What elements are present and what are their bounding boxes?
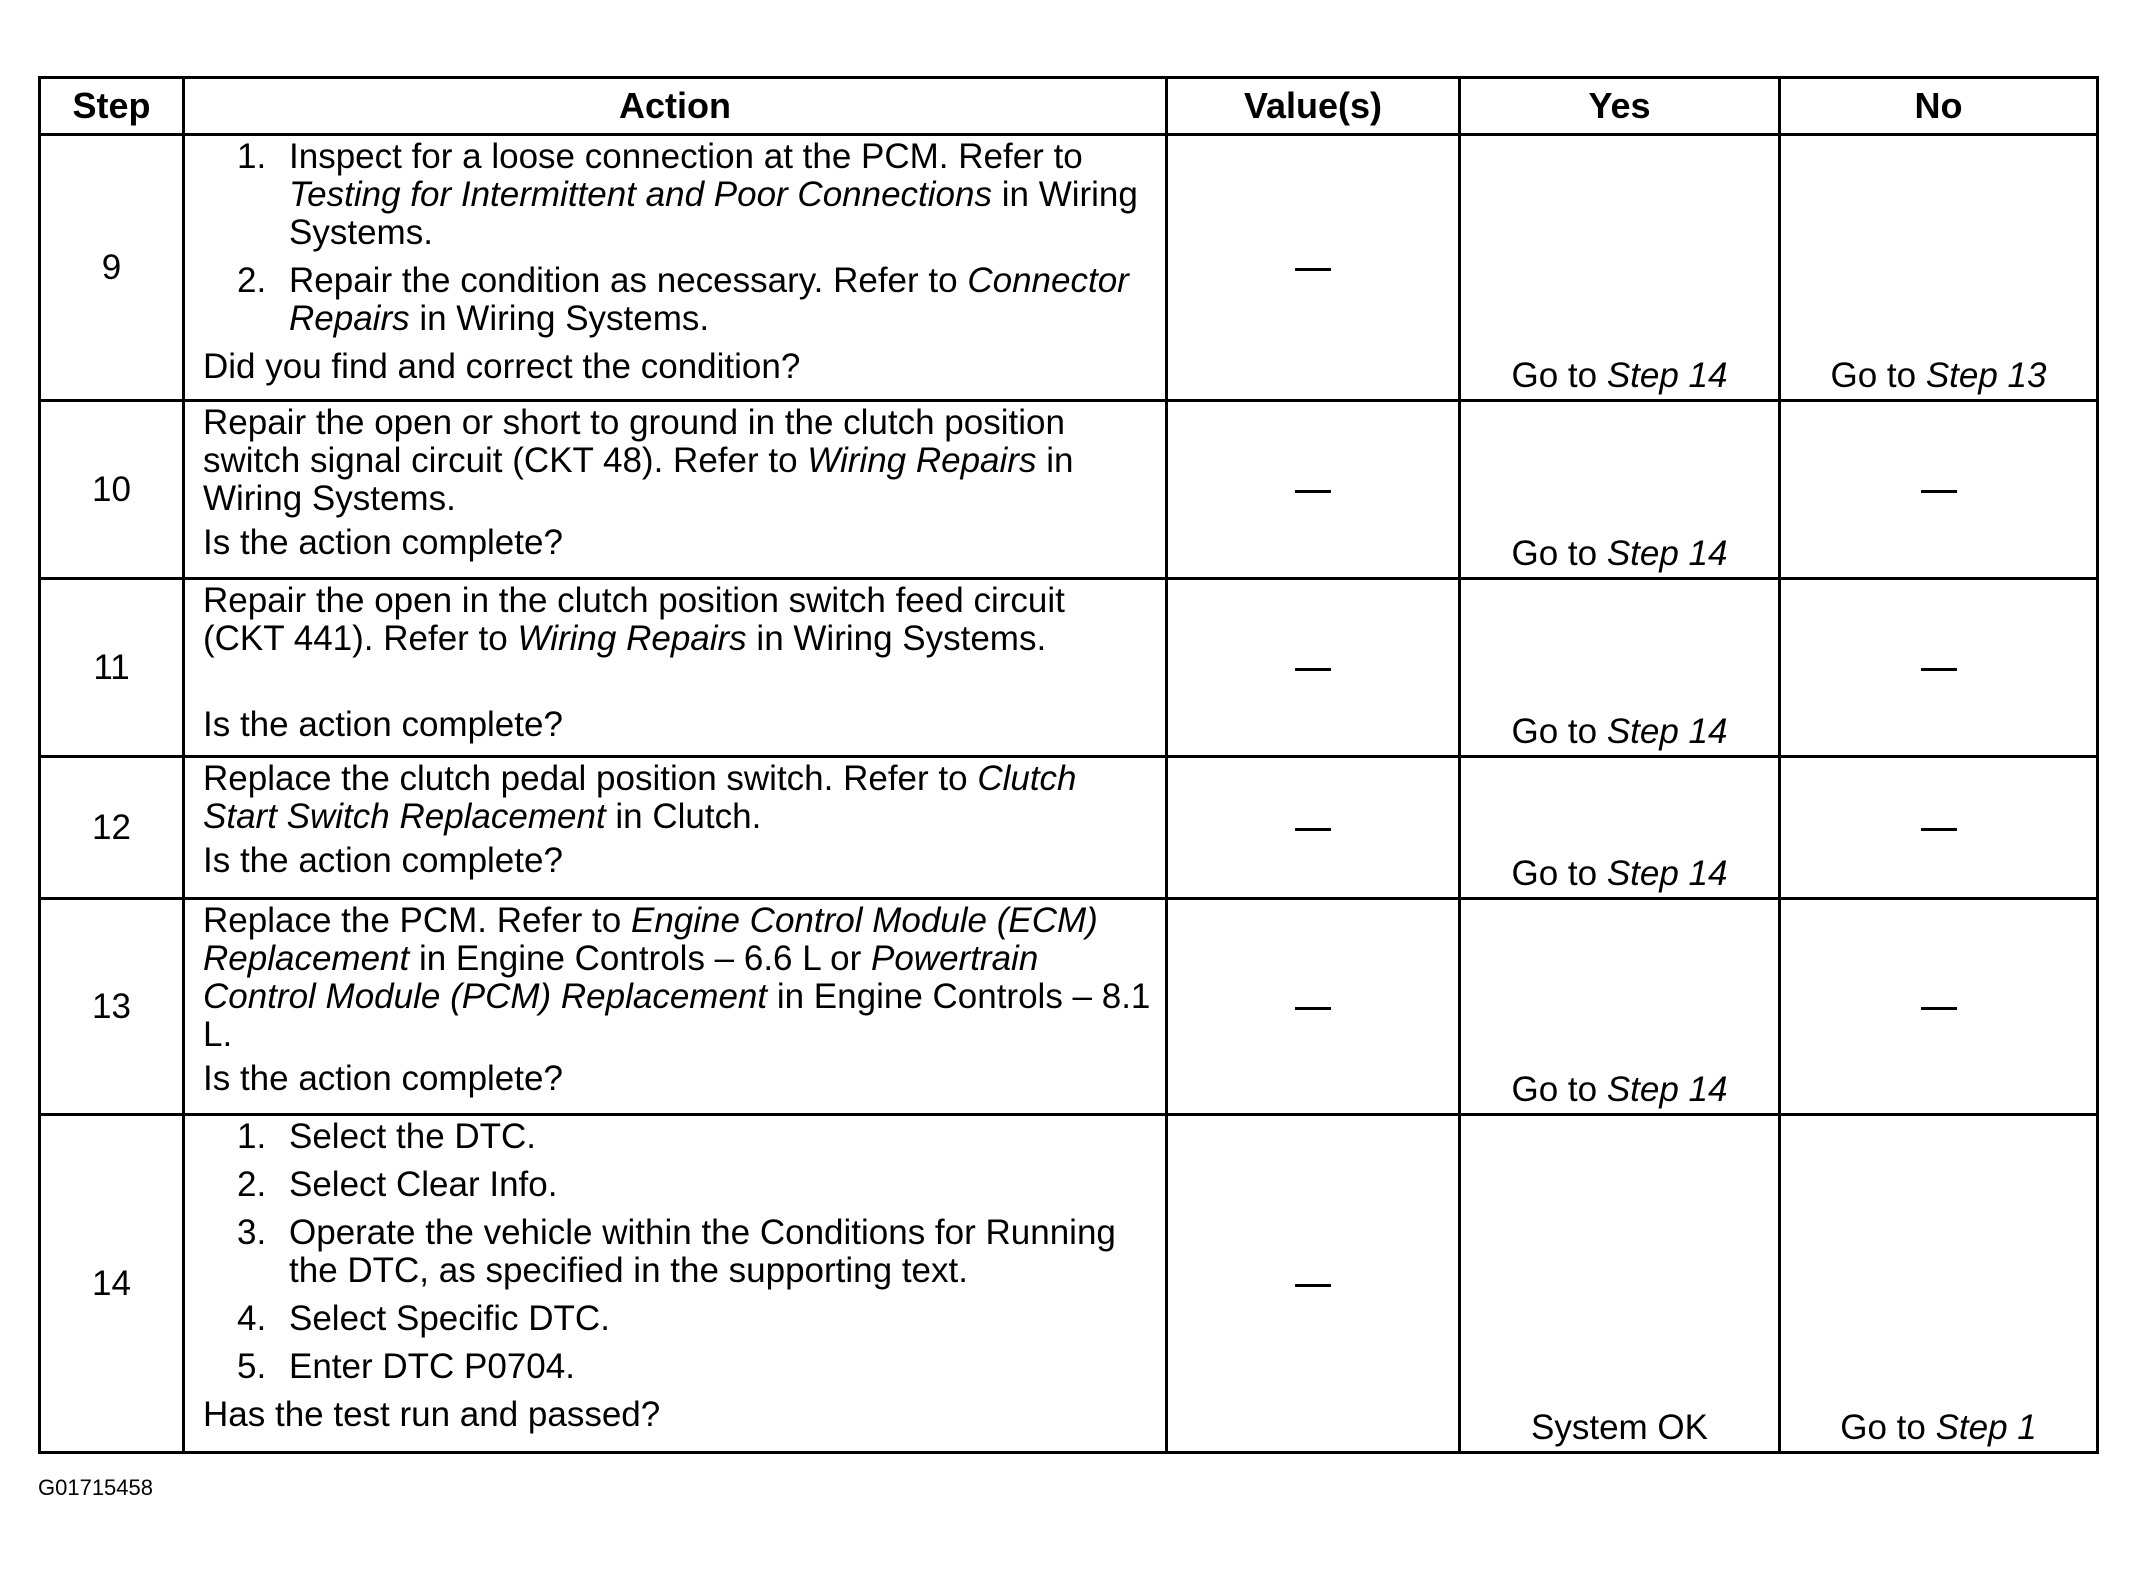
no-step-ref: Step 13: [1925, 356, 2047, 395]
action-text: in Wiring Systems.: [203, 441, 1074, 518]
action-text: Repair the open or short to ground in the clutch position switch signal circuit (CKT 48). Refer to: [203, 403, 1065, 480]
reference-title: Clutch Start Switch Replacement: [203, 759, 1077, 836]
value-cell: [1167, 757, 1460, 899]
no-goto-text: Go to: [1830, 356, 1926, 395]
yes-cell: [1460, 401, 1780, 579]
action-paragraph: [203, 902, 1151, 1054]
dash-mark: [1921, 1007, 1957, 1010]
action-paragraph: [203, 404, 1151, 518]
yes-result-text: System OK: [1531, 1408, 1708, 1447]
action-cell: [184, 1115, 1167, 1453]
yes-goto-text: Go to: [1511, 712, 1607, 751]
action-paragraph: [203, 582, 1151, 658]
yes-cell: [1460, 579, 1780, 757]
step-number: 14: [40, 1115, 184, 1453]
reference-title: Wiring Repairs: [807, 441, 1037, 480]
action-text: Inspect for a loose connection at the PCM. Refer to: [289, 137, 1083, 176]
table-row-step-14: [40, 1115, 2098, 1453]
action-step: [203, 1300, 1151, 1338]
action-steps-list: [203, 138, 1151, 338]
yes-goto-text: Go to: [1511, 854, 1607, 893]
no-cell: [1780, 757, 2098, 899]
action-text: Repair the condition as necessary. Refer to: [289, 261, 968, 300]
yes-cell: [1460, 135, 1780, 401]
spacer: [203, 658, 1151, 706]
action-cell: [184, 579, 1167, 757]
action-step-number: 2.: [237, 261, 267, 300]
action-text: in Engine Controls – 8.1 L.: [203, 977, 1151, 1054]
action-steps-list: [203, 1118, 1151, 1386]
action-step: [203, 262, 1151, 338]
action-cell: [184, 757, 1167, 899]
table-row-step-13: [40, 899, 2098, 1115]
dash-mark: [1295, 828, 1331, 831]
action-text: Select Specific DTC.: [289, 1299, 610, 1338]
yes-step-ref: Step 14: [1606, 854, 1728, 893]
action-text: in Engine Controls – 6.6 L or: [409, 939, 871, 978]
dash-mark: [1295, 490, 1331, 493]
reference-title: Engine Control Module (ECM) Replacement: [203, 901, 1098, 978]
action-paragraph: [203, 760, 1151, 836]
table-row-step-12: [40, 757, 2098, 899]
dash-mark: [1295, 1284, 1331, 1287]
no-cell: [1780, 899, 2098, 1115]
yes-step-ref: Step 14: [1606, 534, 1728, 573]
action-text: in Wiring Systems.: [746, 619, 1047, 658]
action-text: in Clutch.: [605, 797, 762, 836]
yes-goto-text: Go to: [1511, 534, 1607, 573]
table-row-step-11: [40, 579, 2098, 757]
action-text: Replace the PCM. Refer to: [203, 901, 631, 940]
action-question: Has the test run and passed?: [203, 1395, 661, 1434]
table-row-step-9: [40, 135, 2098, 401]
yes-cell: [1460, 899, 1780, 1115]
reference-title: Connector Repairs: [289, 261, 1129, 338]
no-cell: [1780, 579, 2098, 757]
figure-id: G01715458: [38, 1475, 153, 1500]
table-row-step-10: [40, 401, 2098, 579]
dash-mark: [1295, 268, 1331, 271]
reference-title: Powertrain Control Module (PCM) Replacement: [203, 939, 1039, 1016]
action-step-number: 3.: [237, 1213, 267, 1252]
step-number: 10: [40, 401, 184, 579]
action-text: in Wiring Systems.: [289, 175, 1138, 252]
reference-title: Testing for Intermittent and Poor Connections: [289, 175, 992, 214]
yes-cell: [1460, 1115, 1780, 1453]
action-question: Is the action complete?: [203, 523, 563, 562]
step-number: 9: [40, 135, 184, 401]
value-cell: [1167, 401, 1460, 579]
dash-mark: [1921, 668, 1957, 671]
dash-mark: [1921, 828, 1957, 831]
action-step: [203, 1348, 1151, 1386]
header-step: Step: [40, 78, 184, 135]
yes-step-ref: Step 14: [1606, 712, 1728, 751]
dash-mark: [1921, 490, 1957, 493]
action-text: Repair the open in the clutch position switch feed circuit (CKT 441). Refer to: [203, 581, 1065, 658]
no-cell: [1780, 1115, 2098, 1453]
action-cell: [184, 899, 1167, 1115]
yes-goto-text: Go to: [1511, 1070, 1607, 1109]
header-values: Value(s): [1167, 78, 1460, 135]
action-text: Enter DTC P0704.: [289, 1347, 575, 1386]
action-text: Operate the vehicle within the Conditions for Running the DTC, as specified in the supporting text.: [289, 1213, 1116, 1290]
action-step-number: 2.: [237, 1165, 267, 1204]
step-number: 13: [40, 899, 184, 1115]
action-text: Select Clear Info.: [289, 1165, 558, 1204]
step-number: 11: [40, 579, 184, 757]
yes-goto-text: Go to: [1511, 356, 1607, 395]
action-step-number: 1.: [237, 1117, 267, 1156]
no-goto-text: Go to: [1840, 1408, 1936, 1447]
dash-mark: [1295, 1007, 1331, 1010]
action-step-number: 4.: [237, 1299, 267, 1338]
reference-title: Wiring Repairs: [517, 619, 747, 658]
action-cell: [184, 135, 1167, 401]
action-question: Is the action complete?: [203, 705, 563, 744]
no-step-ref: Step 1: [1935, 1408, 2037, 1447]
action-cell: [184, 401, 1167, 579]
action-step: [203, 1214, 1151, 1290]
value-cell: [1167, 899, 1460, 1115]
header-yes: Yes: [1460, 78, 1780, 135]
value-cell: [1167, 1115, 1460, 1453]
action-text: in Wiring Systems.: [409, 299, 710, 338]
header-row: [40, 78, 2098, 135]
action-step: [203, 138, 1151, 252]
yes-step-ref: Step 14: [1606, 356, 1728, 395]
action-question: Is the action complete?: [203, 1059, 563, 1098]
step-number: 12: [40, 757, 184, 899]
dash-mark: [1295, 668, 1331, 671]
action-question: Did you find and correct the condition?: [203, 347, 801, 386]
no-cell: [1780, 401, 2098, 579]
header-no: No: [1780, 78, 2098, 135]
action-step: [203, 1118, 1151, 1156]
action-step-number: 5.: [237, 1347, 267, 1386]
action-text: Select the DTC.: [289, 1117, 537, 1156]
value-cell: [1167, 135, 1460, 401]
no-cell: [1780, 135, 2098, 401]
yes-step-ref: Step 14: [1606, 1070, 1728, 1109]
header-action: Action: [184, 78, 1167, 135]
yes-cell: [1460, 757, 1780, 899]
action-step-number: 1.: [237, 137, 267, 176]
value-cell: [1167, 579, 1460, 757]
action-question: Is the action complete?: [203, 841, 563, 880]
action-step: [203, 1166, 1151, 1204]
action-text: Replace the clutch pedal position switch. Refer to: [203, 759, 978, 798]
diagnostic-table: [38, 76, 2099, 1454]
